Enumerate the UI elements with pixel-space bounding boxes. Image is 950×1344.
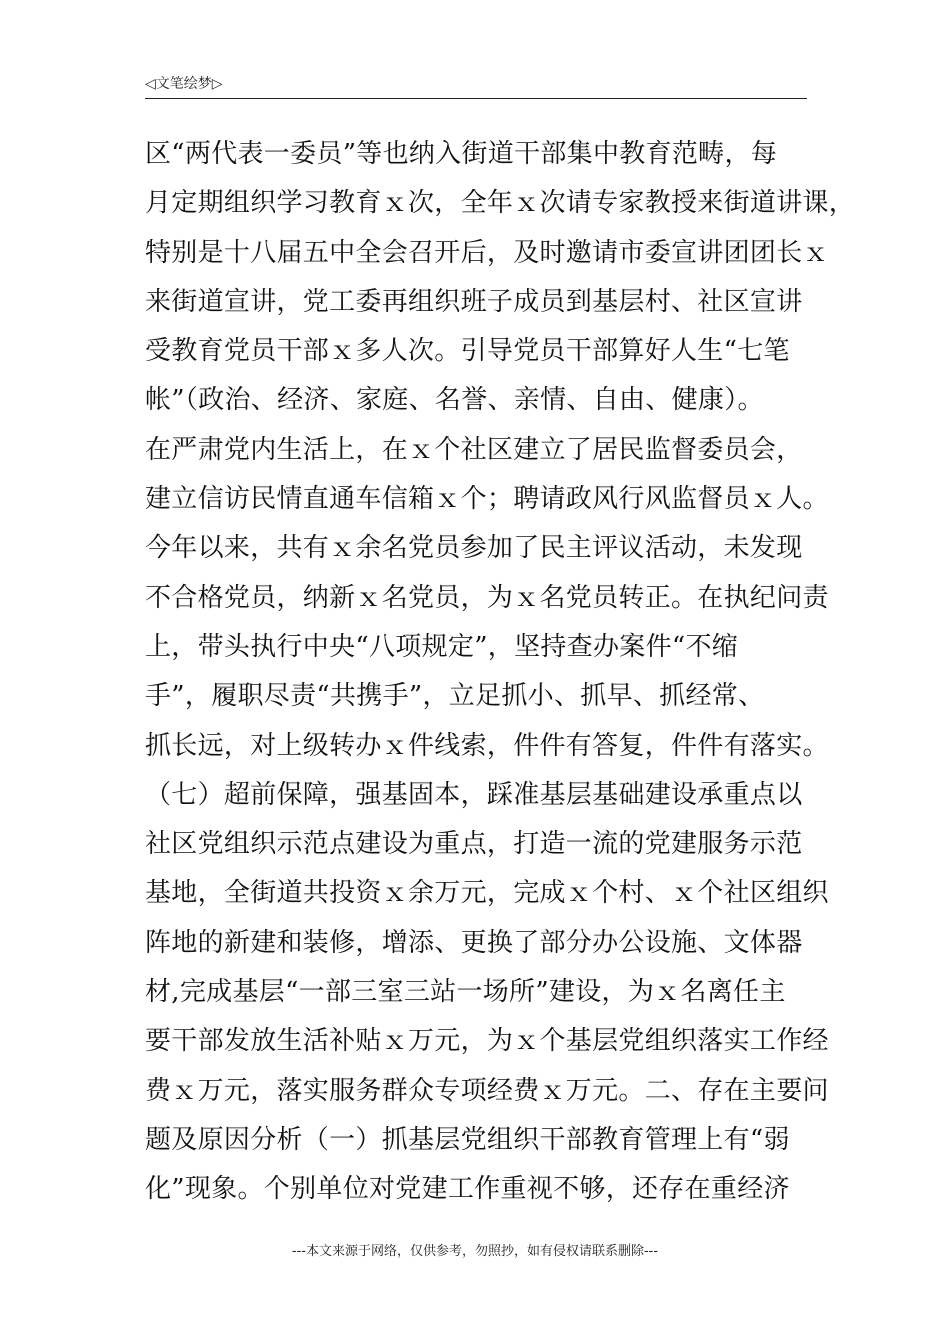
page-footer: ---本文来源于网络，仅供参考，勿照抄，如有侵权请联系删除---	[291, 1244, 659, 1259]
document-body	[145, 130, 856, 1215]
body-line: 不合格党员，纳新ｘ名党员，为ｘ名党员转正。在执纪问责	[145, 582, 829, 613]
body-line: 材,完成基层“一部三室三站一场所”建设，为ｘ名离任主	[145, 977, 786, 1008]
header-title: ◁文笔绘梦▷	[145, 76, 223, 92]
body-line: 受教育党员干部ｘ多人次。引导党员干部算好人生“七笔	[145, 336, 790, 367]
body-line: 基地，全街道共投资ｘ余万元，完成ｘ个村、ｘ个社区组织	[145, 878, 829, 909]
body-line: 在严肃党内生活上，在ｘ个社区建立了居民监督委员会，	[145, 434, 803, 465]
body-line: （七）超前保障，强基固本，踩准基层基础建设承重点以	[145, 779, 803, 810]
body-line: 题及原因分析（一）抓基层党组织干部教育管理上有“弱	[145, 1124, 790, 1155]
body-line: 帐”（政治、经济、家庭、名誉、亲情、自由、健康）。	[145, 385, 764, 416]
body-line: 今年以来，共有ｘ余名党员参加了民主评议活动，未发现	[145, 533, 803, 564]
body-line: 建立信访民情直通车信箱ｘ个；聘请政风行风监督员ｘ人。	[145, 484, 829, 515]
body-line: 抓长远，对上级转办ｘ件线索，件件有答复，件件有落实。	[145, 730, 829, 761]
body-line: 上，带头执行中央“八项规定”，坚持查办案件“不缩	[145, 631, 739, 662]
body-line: 区“两代表一委员”等也纳入街道干部集中教育范畴，每	[145, 139, 778, 169]
body-line: 化”现象。个别单位对党建工作重视不够，还存在重经济	[145, 1174, 790, 1205]
body-line: 月定期组织学习教育ｘ次，全年ｘ次请专家教授来街道讲课，	[145, 188, 856, 219]
body-line: 来街道宣讲，党工委再组织班子成员到基层村、社区宣讲	[145, 286, 803, 317]
body-line: 费ｘ万元，落实服务群众专项经费ｘ万元。二、存在主要问	[145, 1075, 829, 1106]
body-line: 要干部发放生活补贴ｘ万元，为ｘ个基层党组织落实工作经	[145, 1026, 829, 1057]
body-line: 特别是十八届五中全会召开后，及时邀请市委宣讲团团长ｘ	[145, 237, 829, 268]
body-line: 手”，履职尽责“共携手”，立足抓小、抓早、抓经常、	[145, 681, 765, 712]
body-line: 社区党组织示范点建设为重点，打造一流的党建服务示范	[145, 829, 803, 860]
page-header	[145, 74, 807, 99]
body-line: 阵地的新建和装修，增添、更换了部分办公设施、文体器	[145, 927, 803, 958]
